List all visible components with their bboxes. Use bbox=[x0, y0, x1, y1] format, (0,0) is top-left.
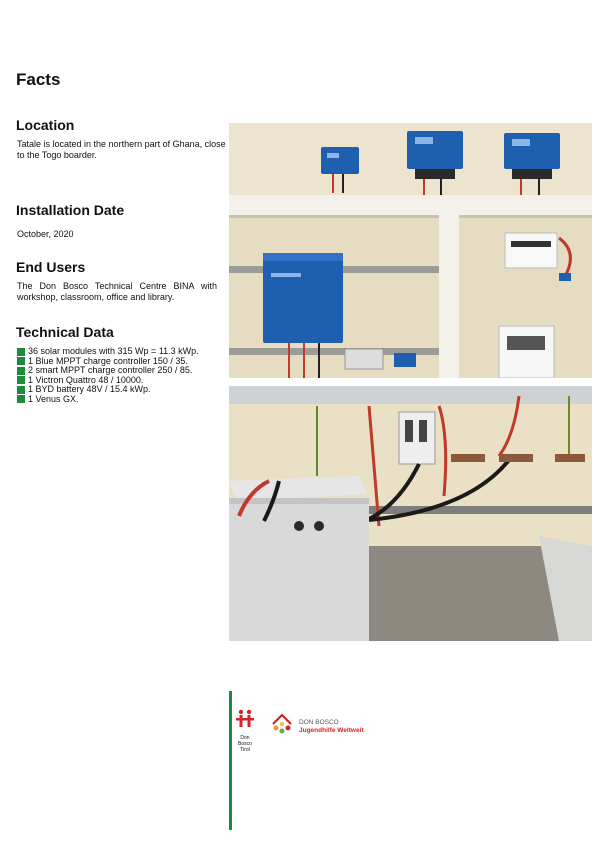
end-users-text: The Don Bosco Technical Centre BINA with workshop, classroom, office and library. bbox=[17, 281, 217, 302]
end-users-heading: End Users bbox=[16, 259, 86, 275]
photo-charge-controllers-image bbox=[229, 123, 592, 378]
technical-list bbox=[17, 347, 199, 404]
green-square-bullet-icon bbox=[17, 348, 25, 356]
technical-item: 36 solar modules with 315 Wp = 11.3 kWp. bbox=[17, 347, 199, 357]
technical-item: 1 Victron Quattro 48 / 10000. bbox=[17, 376, 199, 386]
green-square-bullet-icon bbox=[17, 367, 25, 375]
technical-item: 1 Venus GX. bbox=[17, 395, 199, 405]
jugendhilfe-line2: Jugendhilfe Weltweit bbox=[299, 727, 364, 734]
jugendhilfe-weltweit-logo bbox=[270, 712, 294, 741]
house-people-logo-icon bbox=[270, 712, 294, 736]
technical-item: 2 smart MPPT charge controller 250 / 85. bbox=[17, 366, 199, 376]
jugendhilfe-weltweit-wordmark bbox=[299, 719, 364, 735]
technical-item: 1 Blue MPPT charge controller 150 / 35. bbox=[17, 357, 199, 367]
technical-heading: Technical Data bbox=[16, 324, 114, 340]
page-title: Facts bbox=[16, 70, 61, 89]
photo-battery-room-image bbox=[229, 386, 592, 641]
photo-battery-room bbox=[229, 386, 592, 641]
green-square-bullet-icon bbox=[17, 357, 25, 365]
green-square-bullet-icon bbox=[17, 376, 25, 384]
technical-item: 1 BYD battery 48V / 15.4 kWp. bbox=[17, 385, 199, 395]
don-bosco-tirol-line1: Don Bosco bbox=[238, 735, 252, 747]
green-square-bullet-icon bbox=[17, 386, 25, 394]
installation-heading: Installation Date bbox=[16, 202, 125, 218]
don-bosco-tirol-logo bbox=[234, 708, 256, 753]
don-bosco-figures-icon bbox=[234, 708, 256, 730]
installation-text: October, 2020 bbox=[17, 229, 74, 239]
green-divider-line bbox=[229, 691, 232, 830]
photo-charge-controllers bbox=[229, 123, 592, 378]
don-bosco-tirol-line2: Tirol bbox=[240, 747, 250, 753]
green-square-bullet-icon bbox=[17, 395, 25, 403]
jugendhilfe-line1: DON BOSCO bbox=[299, 719, 339, 726]
location-text: Tatale is located in the northern part of Ghana, close to the Togo boarder. bbox=[17, 139, 226, 160]
location-heading: Location bbox=[16, 117, 75, 133]
